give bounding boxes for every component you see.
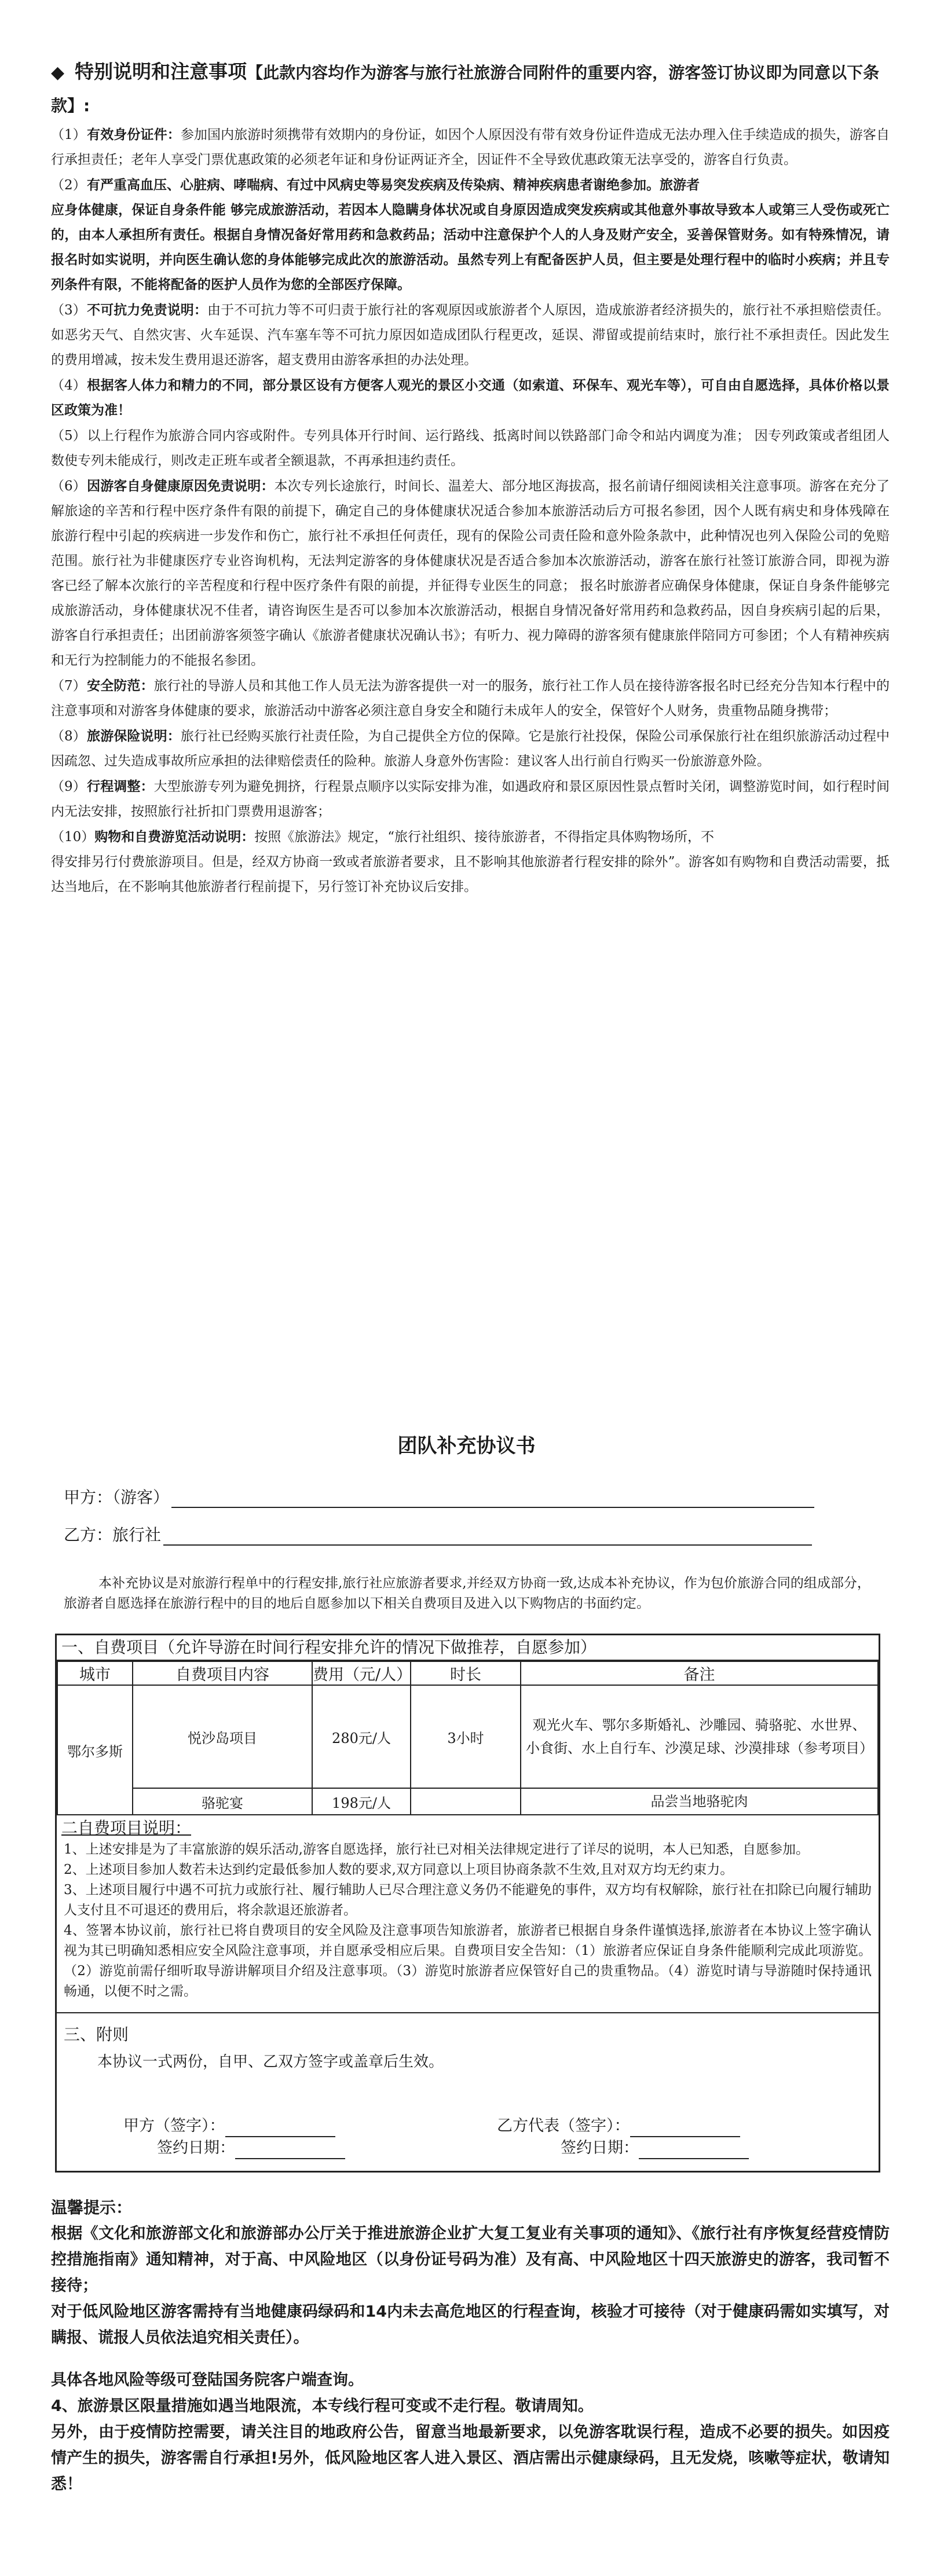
party-b-date-label: 签约日期： <box>561 2139 639 2157</box>
tip-paragraph: 4、旅游景区限量措施如遇当地限流，本专线行程可变或不走行程。敬请周知。 <box>51 2397 594 2415</box>
tip-paragraph: 具体各地风险等级可登陆国务院客户端查询。 <box>51 2371 364 2389</box>
section2-paragraph: 4、签署本协议前，旅行社已将自费项目的安全风险及注意事项告知旅游者，旅游者已根据自身条件谨慎选择,旅游者在本协议上签字确认视为其已明确知悉相应安全风险注意事项，并自愿承受相应后果。自费项目安全告知：（1）旅游者应保证自身条件能顺利完成此项游览。（2）游览前需仔细听取导游讲解项目介绍及注意事项。（3）游览时旅游者应保管好自己的贵重物品。（4）游览时请与导游随时保持通讯畅通，以便不时之需。 <box>64 1923 872 1999</box>
table-row <box>57 1788 878 1815</box>
party-b-label: 乙方：旅行社 <box>64 1525 162 1544</box>
column-header: 自费项目内容 <box>133 1661 312 1685</box>
note-item <box>51 373 890 423</box>
note-key: 不可抗力免责说明： <box>87 303 207 318</box>
note-text: 以上行程作为旅游合同内容或附件。专列具体开行时间、运行路线、抵离时间以铁路部门命令和站内调度为准； 因专列政策或者组团人数使专列未能成行，则改走正班车或者全额退款，不再承担违约责任。 <box>51 428 890 468</box>
table-header-row <box>57 1661 878 1685</box>
column-header: 费用（元/人） <box>312 1661 411 1685</box>
note-item <box>51 724 890 774</box>
party-b-field <box>64 1522 812 1546</box>
remark-cell: 品尝当地骆驼肉 <box>521 1788 878 1815</box>
agreement-intro: 本补充协议是对旅游行程单中的行程安排,旅行社应旅游者要求,并经双方协商一致,达成本补充协议，作为包价旅游合同的组成部分，旅游者自愿选择在旅游行程中的目的地后自愿参加以下相关自费项目及进入以下购物店的书面约定。 <box>64 1576 870 1611</box>
note-item <box>51 474 890 673</box>
note-text: 按照《旅游法》规定，“旅行社组织、接待旅游者，不得指定具体购物场所，不 <box>254 830 715 845</box>
note-key: 有效身份证件： <box>87 127 181 142</box>
note-text: 旅行社的导游人员和其他工作人员无法为游客提供一对一的服务，旅行社工作人员在接待游客报名时已经充分告知本行程中的注意事项和对游客身体健康的要求，旅游活动中游客必须注意自身安全和随行未成年人的安全，保管好个人财务，贵重物品随身携带； <box>51 678 890 718</box>
column-header: 时长 <box>411 1661 521 1685</box>
item-cell: 悦沙岛项目 <box>133 1685 312 1788</box>
party-a-sign-line <box>225 2121 335 2137</box>
note-text: 大型旅游专列为避免拥挤，行程景点顺序以实际安排为准，如遇政府和景区原因性景点暂时关闭，调整游览时间，如行程时间内无法安排，按照旅行社折扣门票费用退游客； <box>51 779 890 819</box>
tip-paragraph: 根据《文化和旅游部文化和旅游部办公厅关于推进旅游企业扩大复工复业有关事项的通知》、《旅行社有序恢复经营疫情防控措施指南》通知精神，对于高、中风险地区（以身份证号码为准）及有高、中风险地区十四天旅游史的游客，我司暂不接待； <box>51 2225 890 2295</box>
note-bold-text: 应身体健康，保证自身条件能 够完成旅游活动，若因本人隐瞒身体状况或自身原因造成突发疾病或其他意外事故导致本人或第三人受伤或死亡的，由本人承担所有责任。根据自身情况备好常用药和急救药品；活动中注意保护个人的人身及财产安全，妥善保管财务。如有特殊情况，请报名时如实说明，并向医生确认您的身体能够完成此次的旅游活动。虽然专列上有配备医护人员，但主要是处理行程中的临时小疾病；并且专列条件有限，不能将配备的医护人员作为您的全部医疗保障。 <box>51 203 890 292</box>
note-number: （10） <box>51 830 95 845</box>
tip-paragraph: 对于低风险地区游客需持有当地健康码绿码和14内未去高危地区的行程查询，核验才可接待（对于健康码需如实填写，对瞒报、谎报人员依法追究相关责任）。 <box>51 2303 890 2347</box>
note-number: （4） <box>51 378 86 393</box>
diamond-icon: ◆ <box>51 63 65 83</box>
note-item <box>51 298 890 373</box>
note-text: 参加国内旅游时须携带有效期内的身份证，如因个人原因没有带有效身份证件造成无法办理入住手续造成的损失，游客自行承担责任；老年人享受门票优惠政策的必须老年证和身份证两证齐全，因证件不全导致优惠政策无法享受的，游客自行负责。 <box>51 127 890 167</box>
section3-text: 本协议一式两份，自甲、乙双方签字或盖章后生效。 <box>97 2053 444 2071</box>
note-item <box>51 173 890 298</box>
tip-paragraph: 另外，由于疫情防控需要，请关注目的地政府公告，留意当地最新要求，以免游客耽误行程，造成不必要的损失。如因疫情产生的损失，游客需自行承担!另外，低风险地区客人进入景区、酒店需出示健康绿码，且无发烧，咳嗽等症状，敬请知悉！ <box>51 2423 890 2493</box>
city-cell: 鄂尔多斯 <box>57 1685 133 1815</box>
section3 <box>57 2013 879 2171</box>
note-number: （5） <box>51 428 86 443</box>
note-key: 旅游保险说明： <box>87 729 181 744</box>
party-a-sign-label: 甲方（签字）： <box>123 2117 225 2135</box>
party-b-sign-label: 乙方代表（签字）： <box>497 2117 630 2135</box>
section2-paragraph: 2、上述项目参加人数若未达到约定最低参加人数的要求,双方同意以上项目协商条款不生效,且对双方均无约束力。 <box>64 1862 734 1877</box>
note-number: （9） <box>51 779 86 794</box>
fee-cell: 280元/人 <box>312 1685 411 1788</box>
section2 <box>57 1815 879 2013</box>
note-key: 购物和自费游览活动说明： <box>94 830 255 845</box>
agreement-title: 团队补充协议书 <box>397 1434 536 1458</box>
note-bold-lead: 有严重高血压、心脏病、哮喘病、有过中风病史等易突发疾病及传染病、精神疾病患者谢绝参加。旅游者 <box>87 178 700 193</box>
party-a-date-label: 签约日期： <box>157 2139 235 2157</box>
party-a-line <box>171 1491 814 1508</box>
note-number: （7） <box>51 678 86 693</box>
agreement-box <box>55 1634 880 2173</box>
optional-items-table <box>57 1661 879 1815</box>
note-number: （3） <box>51 303 86 318</box>
note-item <box>51 775 890 824</box>
special-notes-bracket-text: 【此款内容均作为游客与旅行社旅游合同附件的重要内容，游客签订协议即为同意以下条款】: <box>51 63 880 115</box>
note-item <box>51 674 890 724</box>
duration-cell: 3小时 <box>411 1685 521 1788</box>
fee-cell: 198元/人 <box>312 1788 411 1815</box>
note-text: 本次专列长途旅行，时间长、温差大、部分地区海拔高，报名前请仔细阅读相关注意事项。游客在充分了解旅途的辛苦和行程中医疗条件有限的前提下，确定自己的身体健康状况适合参加本旅游活动后方可报名参团，因个人既有病史和身体残障在旅游行程中引起的疾病进一步发作和伤亡，旅行社不承担任何责任，现有的保险公司责任险和意外险条款中，此种情况也列入保险公司的免赔范围。旅行社为非健康医疗专业咨询机构，无法判定游客的身体健康状况是否适合参加本次旅游活动，游客在旅行社签订旅游合同，即视为游客已经了解本次旅行的辛苦程度和行程中医疗条件有限的前提，并征得专业医生的同意； 报名时旅游者应确保身体健康，保证自身条件能够完成旅游活动，身体健康状况不佳者，请咨询医生是否可以参加本次旅游活动，根据自身情况备好常用药和急救药品，因自身疾病引起的后果，游客自行承担责任；出团前游客须签字确认《旅游者健康状况确认书》；有听力、视力障碍的游客须有健康旅伴陪同方可参团；个人有精神疾病和无行为控制能力的不能报名参团。 <box>51 479 890 668</box>
section2-paragraph: 1、上述安排是为了丰富旅游的娱乐活动,游客自愿选择，旅行社已对相关法律规定进行了详尽的说明，本人已知悉，自愿参加。 <box>64 1842 809 1857</box>
note-text-continued: 得安排另行付费旅游项目。但是，经双方协商一致或者旅游者要求，且不影响其他旅游者行程安排的除外”。游客如有购物和自费活动需要，抵达当地后，在不影响其他旅游者行程前提下，另行签订补充协议后安排。 <box>51 854 890 894</box>
party-a-date-line <box>235 2143 345 2159</box>
note-key: 因游客自身健康原因免责说明： <box>87 479 275 494</box>
note-item <box>51 424 890 474</box>
note-number: （2） <box>51 178 86 193</box>
special-notes-section <box>51 56 890 900</box>
special-notes-heading <box>51 56 890 122</box>
warm-tips-heading: 温馨提示： <box>51 2198 133 2217</box>
party-a-field <box>64 1485 814 1508</box>
note-number: （6） <box>51 479 86 494</box>
item-cell: 骆驼宴 <box>133 1788 312 1815</box>
note-bold-text: 根据客人体力和精力的不同，部分景区设有方便客人观光的景区小交通（如索道、环保车、观光车等），可自由自愿选择，具体价格以景区政策为准！ <box>51 378 890 418</box>
note-text: 由于不可抗力等不可归责于旅行社的客观原因或旅游者个人原因，造成旅游者经济损失的，旅行社不承担赔偿责任。如恶劣天气、自然灾害、火车延误、汽车塞车等不可抗力原因如造成团队行程更改，延误、滞留或提前结束时，旅行社不承担责任。因此发生的费用增减，按未发生费用退还游客，超支费用由游客承担的办法处理。 <box>51 303 890 368</box>
section2-paragraph: 3、上述项目履行中遇不可抗力或旅行社、履行辅助人已尽合理注意义务仍不能避免的事件，双方均有权解除，旅行社在扣除已向履行辅助人支付且不可退还的费用后，将余款退还旅游者。 <box>64 1883 872 1918</box>
note-number: （8） <box>51 729 86 744</box>
party-b-date-line <box>639 2143 749 2159</box>
party-b-line <box>163 1528 812 1546</box>
note-item <box>51 825 890 900</box>
remark-cell: 观光火车、鄂尔多斯婚礼、沙雕园、骑骆驼、水世界、小食街、水上自行车、沙漠足球、沙漠排球（参考项目） <box>521 1685 878 1788</box>
table-row <box>57 1685 878 1788</box>
duration-cell <box>411 1788 521 1815</box>
warm-tips-section <box>51 2195 890 2497</box>
section1-heading: 一、自费项目（允许导游在时间行程安排允许的情况下做推荐，自愿参加） <box>57 1635 879 1661</box>
special-notes-title: 特别说明和注意事项 <box>75 60 247 83</box>
note-key: 安全防范： <box>87 678 154 693</box>
section3-heading: 三、附则 <box>64 2025 129 2044</box>
party-a-label: 甲方：（游客） <box>64 1488 170 1507</box>
party-b-signature <box>497 2115 749 2159</box>
party-a-signature <box>123 2115 345 2159</box>
party-b-sign-line <box>630 2121 740 2137</box>
note-number: （1） <box>51 127 86 142</box>
section2-heading: 二自费项目说明： <box>61 1818 192 1837</box>
note-text: 旅行社已经购买旅行社责任险，为自己提供全方位的保障。它是旅行社投保，保险公司承保旅行社在组织旅游活动过程中因疏忽、过失造成事故所应承担的法律赔偿责任的险种。旅游人身意外伤害险：建议客人出行前自行购买一份旅游意外险。 <box>51 729 890 769</box>
column-header: 备注 <box>521 1661 878 1685</box>
column-header: 城市 <box>57 1661 133 1685</box>
note-item <box>51 123 890 173</box>
note-key: 行程调整： <box>87 779 154 794</box>
